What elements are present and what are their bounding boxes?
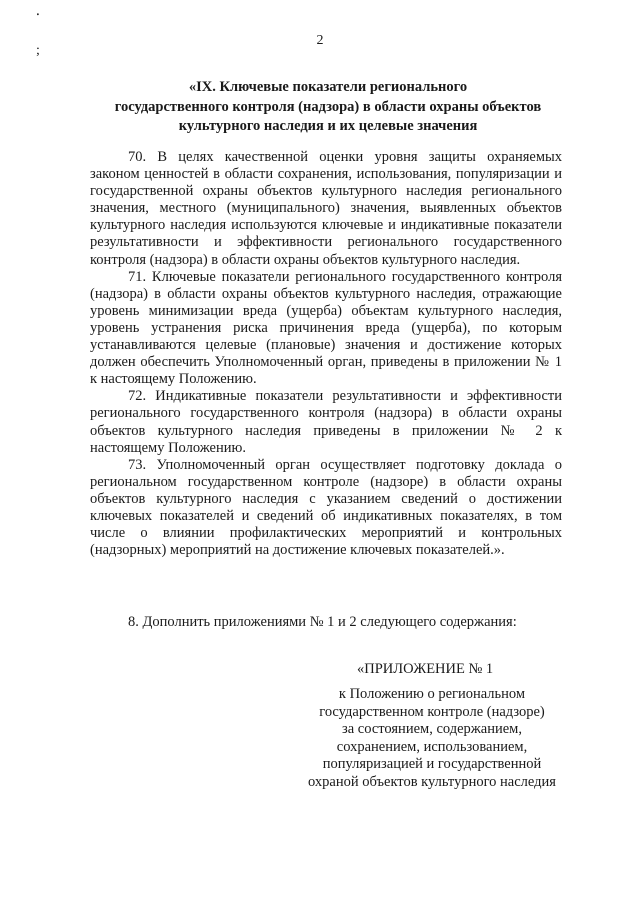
page-number: 2 (316, 33, 324, 48)
paragraph-70: 70. В целях качественной оценки уровня защиты охраняемых законом ценностей в области сохранения, использования, популяризации и государственной охраны объектов культурного наследия регионального значения, местного (муниципального) значения, выявленных объектов культурного наследия используются ключевые и индикативные показатели результативности и эффективности регионального государственного контроля (надзора) в области охраны объектов культурного наследия. (90, 149, 562, 268)
appendix-title: «ПРИЛОЖЕНИЕ № 1 (357, 661, 494, 677)
margin-mark-top: ⸱ (36, 8, 40, 23)
section-title-line: государственного контроля (надзора) в области охраны объектов (114, 98, 542, 115)
appendix-reference-line: сохранением, использованием, (336, 738, 528, 755)
item-8-amendment: 8. Дополнить приложениями № 1 и 2 следующего содержания: (128, 614, 517, 630)
paragraph-72: 72. Индикативные показатели результативности и эффективности регионального государственного контроля (надзора) в области охраны объектов культурного наследия приведены в приложении № 2 к настоящему Положению. (90, 388, 562, 456)
appendix-reference-line: к Положению о региональном (338, 686, 526, 702)
appendix-reference-line: за состоянием, содержанием, (342, 721, 522, 738)
section-title (70, 78, 586, 137)
appendix-reference-line: государственном контроле (надзоре) (319, 703, 545, 720)
appendix-reference (292, 686, 572, 792)
appendix-reference-line: популяризацией и государственной (322, 756, 542, 773)
section-title-line: «IX. Ключевые показатели регионального (188, 79, 468, 95)
paragraph-73: 73. Уполномоченный орган осуществляет подготовку доклада о региональном государственном контроле (надзоре) в области охраны объектов культурного наследия с указанием сведений о достижении ключевых показателей и сведений об индикативных показателях, в том числе о влиянии профилактических мероприятий и контрольных (надзорных) мероприятий на достижение ключевых показателей.». (90, 456, 562, 559)
appendix-reference-line: охраной объектов культурного наследия (308, 773, 556, 790)
margin-mark-bottom: ; (36, 43, 40, 58)
section-title-line: культурного наследия и их целевые значения (178, 118, 478, 134)
section-body (90, 149, 562, 559)
paragraph-71: 71. Ключевые показатели регионального государственного контроля (надзора) в области охраны объектов культурного наследия, отражающие уровень минимизации вреда (ущерба) объектам культурного наследия, уровень устранения риска причинения вреда (ущерба), по которым устанавливаются целевые (плановые) значения и достижение которых должен обеспечить Уполномоченный орган, приведены в приложении № 1 к настоящему Положению. (90, 268, 562, 388)
